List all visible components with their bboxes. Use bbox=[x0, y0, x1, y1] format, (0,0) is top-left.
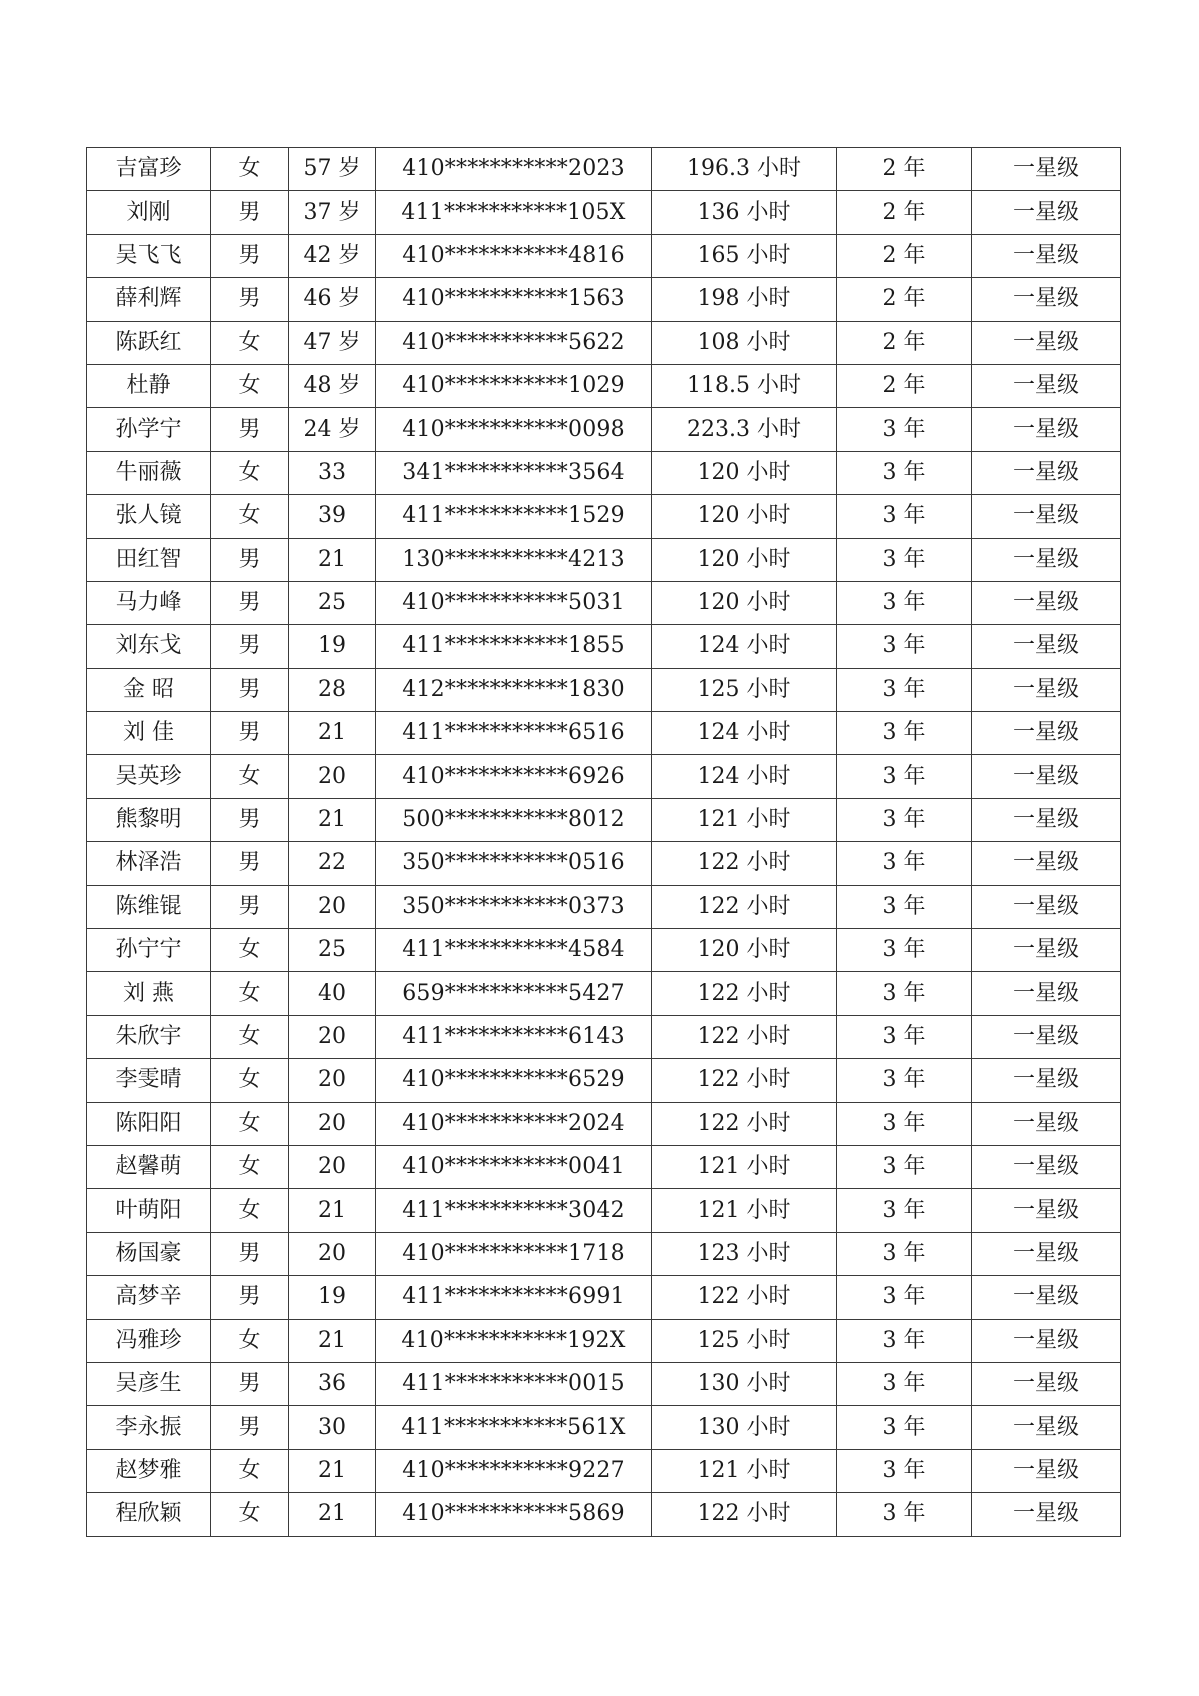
table-row bbox=[87, 1319, 1121, 1362]
name-cell: 冯雅珍 bbox=[87, 1319, 211, 1362]
service-years-cell: 3 年 bbox=[837, 495, 972, 538]
age-cell: 20 bbox=[289, 1102, 376, 1145]
gender-cell: 男 bbox=[211, 668, 289, 711]
star-level-cell: 一星级 bbox=[972, 972, 1121, 1015]
service-years-cell: 3 年 bbox=[837, 1189, 972, 1232]
volunteer-table bbox=[86, 147, 1121, 1537]
name-cell: 陈阳阳 bbox=[87, 1102, 211, 1145]
name-cell: 林泽浩 bbox=[87, 842, 211, 885]
id-number-cell: 411***********105X bbox=[376, 191, 652, 234]
table-row bbox=[87, 1406, 1121, 1449]
service-years-cell: 3 年 bbox=[837, 929, 972, 972]
gender-cell: 女 bbox=[211, 148, 289, 191]
age-cell: 46 岁 bbox=[289, 278, 376, 321]
gender-cell: 男 bbox=[211, 234, 289, 277]
service-years-cell: 3 年 bbox=[837, 451, 972, 494]
star-level-cell: 一星级 bbox=[972, 1319, 1121, 1362]
star-level-cell: 一星级 bbox=[972, 712, 1121, 755]
table-row bbox=[87, 364, 1121, 407]
service-years-cell: 3 年 bbox=[837, 1319, 972, 1362]
table-row bbox=[87, 1232, 1121, 1275]
age-cell: 20 bbox=[289, 1232, 376, 1275]
age-cell: 21 bbox=[289, 1319, 376, 1362]
name-cell: 叶萌阳 bbox=[87, 1189, 211, 1232]
star-level-cell: 一星级 bbox=[972, 1276, 1121, 1319]
table-row bbox=[87, 929, 1121, 972]
service-hours-cell: 120 小时 bbox=[652, 495, 837, 538]
service-hours-cell: 122 小时 bbox=[652, 1059, 837, 1102]
age-cell: 19 bbox=[289, 1276, 376, 1319]
table-row bbox=[87, 1015, 1121, 1058]
id-number-cell: 411***********6991 bbox=[376, 1276, 652, 1319]
star-level-cell: 一星级 bbox=[972, 321, 1121, 364]
age-cell: 40 bbox=[289, 972, 376, 1015]
gender-cell: 男 bbox=[211, 408, 289, 451]
table-row bbox=[87, 1493, 1121, 1536]
service-years-cell: 3 年 bbox=[837, 712, 972, 755]
age-cell: 24 岁 bbox=[289, 408, 376, 451]
table-row bbox=[87, 885, 1121, 928]
service-hours-cell: 118.5 小时 bbox=[652, 364, 837, 407]
service-hours-cell: 124 小时 bbox=[652, 712, 837, 755]
table-row bbox=[87, 581, 1121, 624]
service-years-cell: 3 年 bbox=[837, 581, 972, 624]
table-row bbox=[87, 321, 1121, 364]
service-hours-cell: 122 小时 bbox=[652, 1102, 837, 1145]
service-years-cell: 2 年 bbox=[837, 148, 972, 191]
service-years-cell: 3 年 bbox=[837, 798, 972, 841]
name-cell: 赵馨萌 bbox=[87, 1145, 211, 1188]
name-cell: 吴英珍 bbox=[87, 755, 211, 798]
star-level-cell: 一星级 bbox=[972, 625, 1121, 668]
id-number-cell: 410***********2023 bbox=[376, 148, 652, 191]
service-years-cell: 3 年 bbox=[837, 1102, 972, 1145]
name-cell: 赵梦雅 bbox=[87, 1449, 211, 1492]
id-number-cell: 350***********0516 bbox=[376, 842, 652, 885]
service-hours-cell: 196.3 小时 bbox=[652, 148, 837, 191]
table-row bbox=[87, 148, 1121, 191]
star-level-cell: 一星级 bbox=[972, 538, 1121, 581]
star-level-cell: 一星级 bbox=[972, 1102, 1121, 1145]
table-row bbox=[87, 712, 1121, 755]
gender-cell: 女 bbox=[211, 1059, 289, 1102]
table-row bbox=[87, 278, 1121, 321]
age-cell: 20 bbox=[289, 885, 376, 928]
age-cell: 21 bbox=[289, 1493, 376, 1536]
service-years-cell: 3 年 bbox=[837, 408, 972, 451]
gender-cell: 男 bbox=[211, 842, 289, 885]
id-number-cell: 412***********1830 bbox=[376, 668, 652, 711]
id-number-cell: 130***********4213 bbox=[376, 538, 652, 581]
age-cell: 21 bbox=[289, 1189, 376, 1232]
table-row bbox=[87, 625, 1121, 668]
service-hours-cell: 120 小时 bbox=[652, 538, 837, 581]
table-row bbox=[87, 972, 1121, 1015]
age-cell: 21 bbox=[289, 712, 376, 755]
age-cell: 33 bbox=[289, 451, 376, 494]
gender-cell: 男 bbox=[211, 278, 289, 321]
age-cell: 47 岁 bbox=[289, 321, 376, 364]
id-number-cell: 411***********1529 bbox=[376, 495, 652, 538]
service-years-cell: 3 年 bbox=[837, 1145, 972, 1188]
service-hours-cell: 130 小时 bbox=[652, 1362, 837, 1405]
name-cell: 金 昭 bbox=[87, 668, 211, 711]
star-level-cell: 一星级 bbox=[972, 668, 1121, 711]
id-number-cell: 410***********1563 bbox=[376, 278, 652, 321]
id-number-cell: 341***********3564 bbox=[376, 451, 652, 494]
id-number-cell: 411***********4584 bbox=[376, 929, 652, 972]
star-level-cell: 一星级 bbox=[972, 1362, 1121, 1405]
name-cell: 陈维锟 bbox=[87, 885, 211, 928]
name-cell: 熊黎明 bbox=[87, 798, 211, 841]
gender-cell: 男 bbox=[211, 1276, 289, 1319]
gender-cell: 男 bbox=[211, 1232, 289, 1275]
service-hours-cell: 124 小时 bbox=[652, 755, 837, 798]
gender-cell: 女 bbox=[211, 1493, 289, 1536]
gender-cell: 男 bbox=[211, 1406, 289, 1449]
id-number-cell: 410***********9227 bbox=[376, 1449, 652, 1492]
service-years-cell: 3 年 bbox=[837, 842, 972, 885]
service-years-cell: 3 年 bbox=[837, 538, 972, 581]
table-row bbox=[87, 451, 1121, 494]
name-cell: 刘 燕 bbox=[87, 972, 211, 1015]
table-row bbox=[87, 1102, 1121, 1145]
star-level-cell: 一星级 bbox=[972, 495, 1121, 538]
name-cell: 马力峰 bbox=[87, 581, 211, 624]
id-number-cell: 411***********0015 bbox=[376, 1362, 652, 1405]
age-cell: 25 bbox=[289, 929, 376, 972]
age-cell: 36 bbox=[289, 1362, 376, 1405]
gender-cell: 女 bbox=[211, 364, 289, 407]
id-number-cell: 410***********5622 bbox=[376, 321, 652, 364]
age-cell: 30 bbox=[289, 1406, 376, 1449]
star-level-cell: 一星级 bbox=[972, 1145, 1121, 1188]
service-hours-cell: 125 小时 bbox=[652, 668, 837, 711]
service-years-cell: 2 年 bbox=[837, 364, 972, 407]
service-hours-cell: 122 小时 bbox=[652, 1493, 837, 1536]
id-number-cell: 411***********561X bbox=[376, 1406, 652, 1449]
table-row bbox=[87, 842, 1121, 885]
service-years-cell: 3 年 bbox=[837, 885, 972, 928]
star-level-cell: 一星级 bbox=[972, 755, 1121, 798]
id-number-cell: 659***********5427 bbox=[376, 972, 652, 1015]
age-cell: 28 bbox=[289, 668, 376, 711]
table-row bbox=[87, 408, 1121, 451]
gender-cell: 男 bbox=[211, 625, 289, 668]
id-number-cell: 411***********3042 bbox=[376, 1189, 652, 1232]
gender-cell: 男 bbox=[211, 1362, 289, 1405]
service-hours-cell: 124 小时 bbox=[652, 625, 837, 668]
gender-cell: 女 bbox=[211, 755, 289, 798]
gender-cell: 男 bbox=[211, 798, 289, 841]
gender-cell: 男 bbox=[211, 885, 289, 928]
name-cell: 朱欣宇 bbox=[87, 1015, 211, 1058]
star-level-cell: 一星级 bbox=[972, 234, 1121, 277]
gender-cell: 女 bbox=[211, 1449, 289, 1492]
star-level-cell: 一星级 bbox=[972, 1189, 1121, 1232]
service-hours-cell: 121 小时 bbox=[652, 1189, 837, 1232]
name-cell: 高梦辛 bbox=[87, 1276, 211, 1319]
service-years-cell: 3 年 bbox=[837, 625, 972, 668]
service-hours-cell: 223.3 小时 bbox=[652, 408, 837, 451]
service-years-cell: 3 年 bbox=[837, 1276, 972, 1319]
gender-cell: 男 bbox=[211, 538, 289, 581]
name-cell: 刘刚 bbox=[87, 191, 211, 234]
service-hours-cell: 125 小时 bbox=[652, 1319, 837, 1362]
star-level-cell: 一星级 bbox=[972, 929, 1121, 972]
service-hours-cell: 120 小时 bbox=[652, 929, 837, 972]
age-cell: 37 岁 bbox=[289, 191, 376, 234]
name-cell: 牛丽薇 bbox=[87, 451, 211, 494]
name-cell: 李永振 bbox=[87, 1406, 211, 1449]
id-number-cell: 410***********0041 bbox=[376, 1145, 652, 1188]
service-hours-cell: 121 小时 bbox=[652, 798, 837, 841]
service-years-cell: 3 年 bbox=[837, 1406, 972, 1449]
id-number-cell: 411***********6143 bbox=[376, 1015, 652, 1058]
table-row bbox=[87, 798, 1121, 841]
service-years-cell: 2 年 bbox=[837, 278, 972, 321]
name-cell: 刘 佳 bbox=[87, 712, 211, 755]
gender-cell: 女 bbox=[211, 1319, 289, 1362]
name-cell: 吴彦生 bbox=[87, 1362, 211, 1405]
table-row bbox=[87, 538, 1121, 581]
id-number-cell: 410***********4816 bbox=[376, 234, 652, 277]
name-cell: 张人镜 bbox=[87, 495, 211, 538]
star-level-cell: 一星级 bbox=[972, 1406, 1121, 1449]
name-cell: 薛利辉 bbox=[87, 278, 211, 321]
name-cell: 刘东戈 bbox=[87, 625, 211, 668]
name-cell: 杜静 bbox=[87, 364, 211, 407]
age-cell: 19 bbox=[289, 625, 376, 668]
table-row bbox=[87, 234, 1121, 277]
id-number-cell: 410***********6529 bbox=[376, 1059, 652, 1102]
star-level-cell: 一星级 bbox=[972, 451, 1121, 494]
name-cell: 程欣颖 bbox=[87, 1493, 211, 1536]
service-hours-cell: 122 小时 bbox=[652, 1276, 837, 1319]
service-years-cell: 2 年 bbox=[837, 321, 972, 364]
name-cell: 吴飞飞 bbox=[87, 234, 211, 277]
star-level-cell: 一星级 bbox=[972, 148, 1121, 191]
service-hours-cell: 122 小时 bbox=[652, 972, 837, 1015]
gender-cell: 女 bbox=[211, 972, 289, 1015]
gender-cell: 女 bbox=[211, 1015, 289, 1058]
star-level-cell: 一星级 bbox=[972, 842, 1121, 885]
service-hours-cell: 198 小时 bbox=[652, 278, 837, 321]
name-cell: 杨国豪 bbox=[87, 1232, 211, 1275]
gender-cell: 男 bbox=[211, 191, 289, 234]
age-cell: 57 岁 bbox=[289, 148, 376, 191]
name-cell: 吉富珍 bbox=[87, 148, 211, 191]
service-years-cell: 3 年 bbox=[837, 1449, 972, 1492]
star-level-cell: 一星级 bbox=[972, 581, 1121, 624]
gender-cell: 女 bbox=[211, 929, 289, 972]
table-row bbox=[87, 1276, 1121, 1319]
table-row bbox=[87, 191, 1121, 234]
age-cell: 22 bbox=[289, 842, 376, 885]
table-row bbox=[87, 495, 1121, 538]
gender-cell: 女 bbox=[211, 1145, 289, 1188]
service-hours-cell: 122 小时 bbox=[652, 885, 837, 928]
name-cell: 孙宁宁 bbox=[87, 929, 211, 972]
service-years-cell: 3 年 bbox=[837, 1015, 972, 1058]
age-cell: 20 bbox=[289, 1059, 376, 1102]
star-level-cell: 一星级 bbox=[972, 364, 1121, 407]
gender-cell: 女 bbox=[211, 495, 289, 538]
service-years-cell: 3 年 bbox=[837, 1232, 972, 1275]
gender-cell: 女 bbox=[211, 1189, 289, 1232]
name-cell: 田红智 bbox=[87, 538, 211, 581]
age-cell: 21 bbox=[289, 538, 376, 581]
id-number-cell: 410***********2024 bbox=[376, 1102, 652, 1145]
service-hours-cell: 120 小时 bbox=[652, 451, 837, 494]
table-row bbox=[87, 755, 1121, 798]
id-number-cell: 410***********6926 bbox=[376, 755, 652, 798]
service-hours-cell: 122 小时 bbox=[652, 842, 837, 885]
service-years-cell: 2 年 bbox=[837, 234, 972, 277]
id-number-cell: 411***********6516 bbox=[376, 712, 652, 755]
star-level-cell: 一星级 bbox=[972, 278, 1121, 321]
name-cell: 李雯晴 bbox=[87, 1059, 211, 1102]
star-level-cell: 一星级 bbox=[972, 1059, 1121, 1102]
id-number-cell: 410***********192X bbox=[376, 1319, 652, 1362]
service-years-cell: 3 年 bbox=[837, 755, 972, 798]
table-row bbox=[87, 1059, 1121, 1102]
gender-cell: 男 bbox=[211, 581, 289, 624]
service-hours-cell: 108 小时 bbox=[652, 321, 837, 364]
id-number-cell: 410***********0098 bbox=[376, 408, 652, 451]
gender-cell: 男 bbox=[211, 712, 289, 755]
table-row bbox=[87, 1362, 1121, 1405]
star-level-cell: 一星级 bbox=[972, 1015, 1121, 1058]
table-row bbox=[87, 1145, 1121, 1188]
table-row bbox=[87, 668, 1121, 711]
id-number-cell: 500***********8012 bbox=[376, 798, 652, 841]
star-level-cell: 一星级 bbox=[972, 885, 1121, 928]
id-number-cell: 411***********1855 bbox=[376, 625, 652, 668]
id-number-cell: 410***********1029 bbox=[376, 364, 652, 407]
star-level-cell: 一星级 bbox=[972, 1493, 1121, 1536]
age-cell: 48 岁 bbox=[289, 364, 376, 407]
service-hours-cell: 130 小时 bbox=[652, 1406, 837, 1449]
star-level-cell: 一星级 bbox=[972, 798, 1121, 841]
star-level-cell: 一星级 bbox=[972, 408, 1121, 451]
gender-cell: 女 bbox=[211, 451, 289, 494]
age-cell: 21 bbox=[289, 1449, 376, 1492]
age-cell: 25 bbox=[289, 581, 376, 624]
id-number-cell: 350***********0373 bbox=[376, 885, 652, 928]
service-years-cell: 2 年 bbox=[837, 191, 972, 234]
id-number-cell: 410***********1718 bbox=[376, 1232, 652, 1275]
service-years-cell: 3 年 bbox=[837, 972, 972, 1015]
id-number-cell: 410***********5031 bbox=[376, 581, 652, 624]
star-level-cell: 一星级 bbox=[972, 1232, 1121, 1275]
service-years-cell: 3 年 bbox=[837, 1493, 972, 1536]
gender-cell: 女 bbox=[211, 1102, 289, 1145]
service-hours-cell: 122 小时 bbox=[652, 1015, 837, 1058]
service-hours-cell: 165 小时 bbox=[652, 234, 837, 277]
table-body bbox=[87, 148, 1121, 1537]
age-cell: 42 岁 bbox=[289, 234, 376, 277]
service-hours-cell: 123 小时 bbox=[652, 1232, 837, 1275]
service-hours-cell: 121 小时 bbox=[652, 1145, 837, 1188]
star-level-cell: 一星级 bbox=[972, 1449, 1121, 1492]
table-row bbox=[87, 1449, 1121, 1492]
service-years-cell: 3 年 bbox=[837, 1059, 972, 1102]
age-cell: 21 bbox=[289, 798, 376, 841]
table-row bbox=[87, 1189, 1121, 1232]
service-hours-cell: 121 小时 bbox=[652, 1449, 837, 1492]
age-cell: 20 bbox=[289, 1145, 376, 1188]
gender-cell: 女 bbox=[211, 321, 289, 364]
name-cell: 陈跃红 bbox=[87, 321, 211, 364]
age-cell: 39 bbox=[289, 495, 376, 538]
service-years-cell: 3 年 bbox=[837, 1362, 972, 1405]
service-hours-cell: 136 小时 bbox=[652, 191, 837, 234]
star-level-cell: 一星级 bbox=[972, 191, 1121, 234]
age-cell: 20 bbox=[289, 1015, 376, 1058]
service-hours-cell: 120 小时 bbox=[652, 581, 837, 624]
id-number-cell: 410***********5869 bbox=[376, 1493, 652, 1536]
service-years-cell: 3 年 bbox=[837, 668, 972, 711]
age-cell: 20 bbox=[289, 755, 376, 798]
name-cell: 孙学宁 bbox=[87, 408, 211, 451]
